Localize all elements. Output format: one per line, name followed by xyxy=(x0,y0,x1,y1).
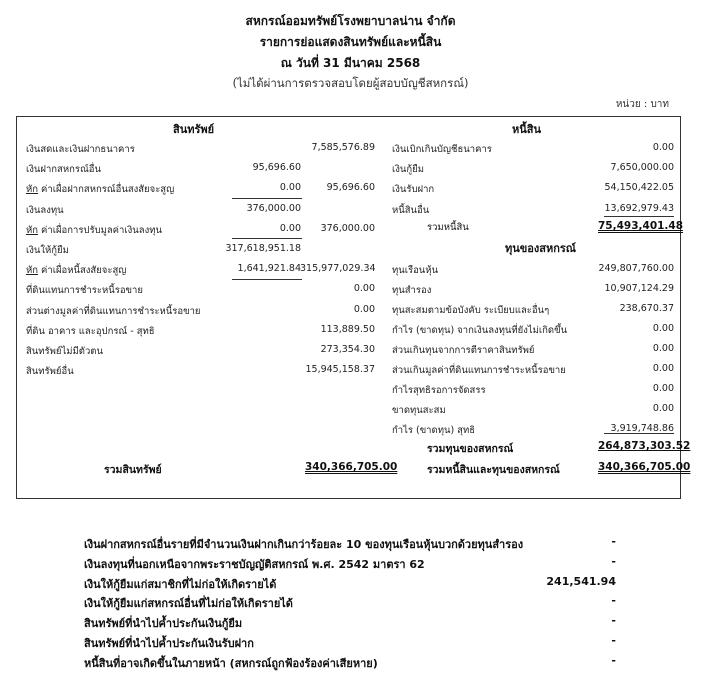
liability-row-label: หนี้สินอื่น xyxy=(392,205,430,216)
asset-row-subvalue: 1,641,921.84 xyxy=(237,263,301,274)
report-date: ณ วันที่ 31 มีนาคม 2568 xyxy=(280,56,421,70)
equity-row-value: 0.00 xyxy=(652,383,674,394)
deduct-prefix: หัก xyxy=(26,265,39,276)
asset-row-label: เงินฝากสหกรณ์อื่น xyxy=(26,164,101,175)
footnote-value: - xyxy=(611,634,616,647)
equity-row-label: ส่วนเกินทุนจากการตีราคาสินทรัพย์ xyxy=(392,345,535,356)
liability-row-value: 54,150,422.05 xyxy=(604,182,674,193)
equity-row-label: กำไรสุทธิรอการจัดสรร xyxy=(392,385,486,396)
asset-row-subvalue: 95,696.60 xyxy=(252,162,301,173)
asset-row-value: 0.00 xyxy=(353,283,375,294)
assets-heading: สินทรัพย์ xyxy=(173,123,215,136)
equity-row-label: ทุนสะสมตามข้อบังคับ ระเบียบและอื่นๆ xyxy=(392,305,550,316)
total-liabilities-value: 75,493,401.48 xyxy=(598,220,684,232)
equity-row-label: กำไร (ขาดทุน) สุทธิ xyxy=(392,425,476,436)
liability-row-label: เงินกู้ยืม xyxy=(392,164,424,175)
org-title: สหกรณ์ออมทรัพย์โรงพยาบาลน่าน จำกัด xyxy=(245,14,456,28)
grand-total-value: 340,366,705.00 xyxy=(598,461,691,473)
equity-row-label: ทุนเรือนหุ้น xyxy=(392,265,439,276)
footnote-value: - xyxy=(611,654,616,667)
liability-row-value: 13,692,979.43 xyxy=(604,203,674,214)
asset-row-value: 7,585,576.89 xyxy=(311,142,375,153)
asset-row-subvalue: 376,000.00 xyxy=(246,203,301,214)
asset-row-value: 315,977,029.34 xyxy=(300,263,376,274)
total-assets-label: รวมสินทรัพย์ xyxy=(104,464,162,476)
rule xyxy=(604,216,674,217)
asset-row-subvalue: 0.00 xyxy=(279,182,301,193)
total-liabilities-label: รวมหนี้สิน xyxy=(427,222,469,233)
total-equity-value: 264,873,303.52 xyxy=(598,440,691,452)
footnote-value: 241,541.94 xyxy=(546,575,616,588)
liability-row-label: เงินเบิกเกินบัญชีธนาคาร xyxy=(392,144,492,155)
liability-row-value: 0.00 xyxy=(652,142,674,153)
asset-row-label: เงินให้กู้ยืม xyxy=(26,245,69,256)
footnote-label: เงินให้กู้ยืมแก่สหกรณ์อื่นที่ไม่ก่อให้เกิดรายได้ xyxy=(84,597,293,610)
asset-row-subvalue: 0.00 xyxy=(279,223,301,234)
deduct-prefix: หัก xyxy=(26,225,39,236)
equity-row-label: กำไร (ขาดทุน) จากเงินลงทุนที่ยังไม่เกิดขึ้น xyxy=(392,325,568,336)
footnote-label: สินทรัพย์ที่นำไปค้ำประกันเงินรับฝาก xyxy=(84,637,254,650)
asset-row-label: หัก ค่าเผื่อหนี้สงสัยจะสูญ xyxy=(26,265,127,276)
equity-row-label: ส่วนเกินมูลค่าที่ดินแทนการชำระหนี้รอขาย xyxy=(392,365,566,376)
asset-row-label: ที่ดิน อาคาร และอุปกรณ์ - สุทธิ xyxy=(26,326,155,337)
asset-row-value: 15,945,158.37 xyxy=(305,364,375,375)
equity-row-label: ทุนสำรอง xyxy=(392,285,432,296)
report-title: รายการย่อแสดงสินทรัพย์และหนี้สิน xyxy=(259,35,442,49)
footnote-label: เงินฝากสหกรณ์อื่นรายที่มีจำนวนเงินฝากเกินกว่าร้อยละ 10 ของทุนเรือนหุ้นบวกด้วยทุนสำรอง xyxy=(84,538,524,551)
equity-row-value: 249,807,760.00 xyxy=(598,263,674,274)
asset-row-label: หัก ค่าเผื่อการปรับมูลค่าเงินลงทุน xyxy=(26,225,162,236)
asset-row-value: 376,000.00 xyxy=(320,223,375,234)
asset-row-label: หัก ค่าเผื่อฝากสหกรณ์อื่นสงสัยจะสูญ xyxy=(26,184,175,195)
asset-row-value: 95,696.60 xyxy=(326,182,375,193)
grand-total-label: รวมหนี้สินและทุนของสหกรณ์ xyxy=(427,464,560,476)
deduct-prefix: หัก xyxy=(26,184,39,195)
equity-row-label: ขาดทุนสะสม xyxy=(392,405,446,416)
asset-row-label: สินทรัพย์อื่น xyxy=(26,366,74,377)
equity-row-value: 0.00 xyxy=(652,363,674,374)
equity-row-value: 10,907,124.29 xyxy=(604,283,674,294)
unit-label: หน่วย : บาท xyxy=(615,99,669,110)
equity-row-value: 0.00 xyxy=(652,403,674,414)
footnote-value: - xyxy=(611,555,616,568)
asset-row-label: เงินสดและเงินฝากธนาคาร xyxy=(26,144,135,155)
total-equity-label: รวมทุนของสหกรณ์ xyxy=(427,443,514,455)
equity-row-value: 0.00 xyxy=(652,323,674,334)
liability-row-label: เงินรับฝาก xyxy=(392,184,435,195)
asset-row-label: สินทรัพย์ไม่มีตัวตน xyxy=(26,346,103,357)
equity-heading: ทุนของสหกรณ์ xyxy=(505,242,577,255)
asset-row-value: 0.00 xyxy=(353,304,375,315)
rule xyxy=(232,279,302,280)
footnote-label: หนี้สินที่อาจเกิดขึ้นในภายหน้า (สหกรณ์ถูกฟ้องร้องค่าเสียหาย) xyxy=(84,657,378,670)
asset-row-subvalue: 317,618,951.18 xyxy=(225,243,301,254)
rule xyxy=(232,238,302,239)
audit-note: (ไม่ได้ผ่านการตรวจสอบโดยผู้สอบบัญชีสหกรณ์) xyxy=(232,76,469,90)
asset-row-value: 273,354.30 xyxy=(320,344,375,355)
asset-row-label: ส่วนต่างมูลค่าที่ดินแทนการชำระหนี้รอขาย xyxy=(26,306,201,317)
liabilities-heading: หนี้สิน xyxy=(512,123,542,136)
rule xyxy=(232,198,302,199)
footnote-value: - xyxy=(611,535,616,548)
asset-row-label: ที่ดินแทนการชำระหนี้รอขาย xyxy=(26,285,143,296)
total-assets-value: 340,366,705.00 xyxy=(305,461,398,473)
equity-row-value: 238,670.37 xyxy=(619,303,674,314)
asset-row-value: 113,889.50 xyxy=(320,324,375,335)
footnote-value: - xyxy=(611,594,616,607)
equity-row-value: 0.00 xyxy=(652,343,674,354)
footnote-label: สินทรัพย์ที่นำไปค้ำประกันเงินกู้ยืม xyxy=(84,617,243,630)
liability-row-value: 7,650,000.00 xyxy=(610,162,674,173)
equity-row-value: 3,919,748.86 xyxy=(610,423,674,434)
footnote-value: - xyxy=(611,614,616,627)
rule xyxy=(604,433,674,434)
asset-row-label: เงินลงทุน xyxy=(26,205,64,216)
footnote-label: เงินให้กู้ยืมแก่สมาชิกที่ไม่ก่อให้เกิดรายได้ xyxy=(84,578,277,591)
footnote-label: เงินลงทุนที่นอกเหนือจากพระราชบัญญัติสหกรณ์ พ.ศ. 2542 มาตรา 62 xyxy=(84,558,425,571)
